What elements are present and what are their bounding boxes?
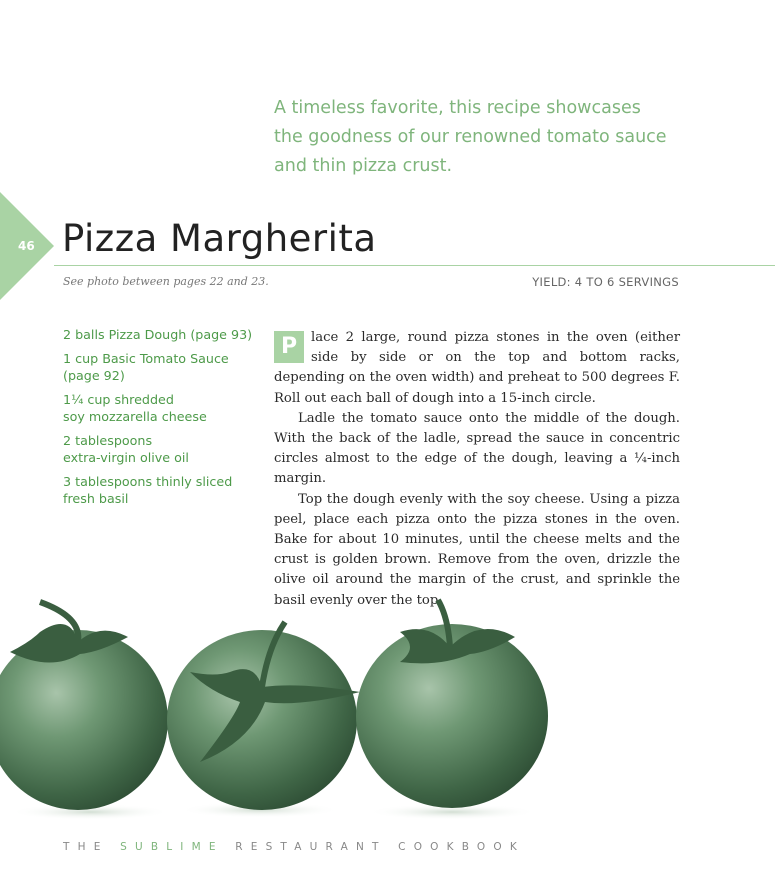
method-paragraph: Ladle the tomato sauce onto the middle of the dough. With the back of the ladle, spread the sauce in concentric circles almost to the edge of the dough, leaving a ¼-inch margin. [274,410,680,487]
ingredient-line: soy mozzarella cheese [63,409,207,424]
ingredient-line: fresh basil [63,491,129,506]
ingredient-line: 2 tablespoons [63,433,153,448]
method-paragraph: Top the dough evenly with the soy cheese. Using a pizza peel, place each pizza onto the pizza stones in the oven. Bake for about 10 minutes, until the cheese melts and the crust is golden brown. Remove from the oven, drizzle the olive oil around the margin of the crust, and sprinkle the basil evenly over the top. [274,491,680,608]
footer-text: RESTAURANT COOKBOOK [223,841,525,853]
drop-cap: P [274,331,304,363]
tomatoes-photo [0,592,560,822]
footer-text: THE [63,841,121,853]
photo-reference: See photo between pages 22 and 23. [63,275,269,288]
ingredient-item [63,391,263,425]
method-paragraph-text: lace 2 large, round pizza stones in the oven (either side by side or on the top and bottom racks, depending on the oven width) and preheat to 500 degrees F. Roll out each ball of dough into a 15-inch circle. [274,330,680,406]
ingredient-line: 1¼ cup shredded [63,392,174,407]
ingredient-line: (page 92) [63,368,125,383]
ingredient-item [63,350,263,384]
ingredient-list [63,326,263,514]
method-paragraph [274,328,680,409]
ingredient-item [63,326,263,343]
recipe-title: Pizza Margherita [62,217,377,260]
title-rule [54,265,775,266]
yield-label: YIELD: 4 TO 6 SERVINGS [532,275,679,289]
ingredient-line: 3 tablespoons thinly sliced [63,474,233,489]
ingredient-line: 1 cup Basic Tomato Sauce [63,351,229,366]
ingredient-line: 2 balls Pizza Dough (page 93) [63,327,253,342]
tomato-middle [167,630,357,810]
page-number: 46 [18,239,35,253]
method-text [274,328,680,611]
ingredient-line: extra-virgin olive oil [63,450,189,465]
footer-accent-text: SUBLIME [120,841,224,853]
intro-blurb [274,94,714,181]
intro-line: A timeless favorite, this recipe showcases [274,98,641,118]
ingredient-item [63,432,263,466]
book-footer [63,841,525,853]
intro-line: and thin pizza crust. [274,156,453,176]
intro-line: the goodness of our renowned tomato sauce [274,127,667,147]
ingredient-item [63,473,263,507]
